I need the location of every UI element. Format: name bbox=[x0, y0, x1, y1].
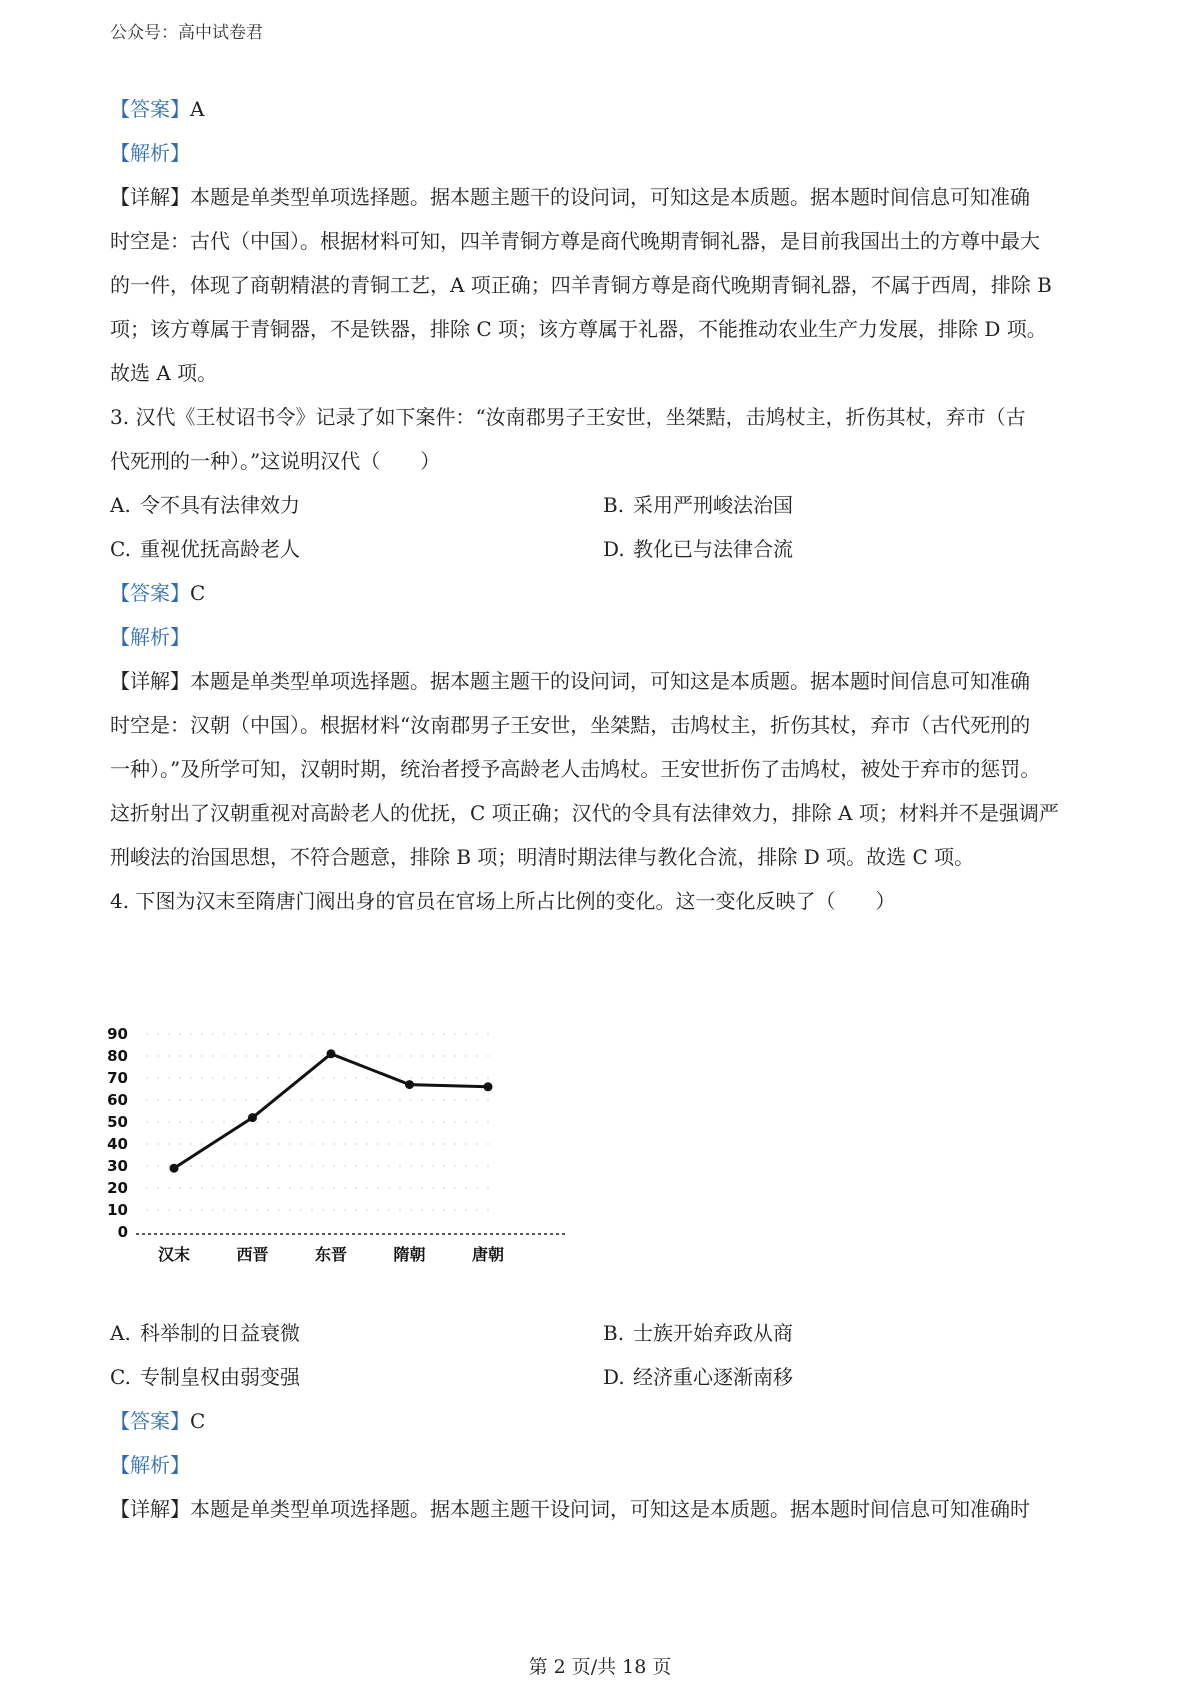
y-tick-label-40: 40 bbox=[107, 1135, 128, 1153]
q4-answer-tag: 【答案】 bbox=[110, 1409, 190, 1433]
y-tick-label-70: 70 bbox=[107, 1069, 128, 1087]
q3-detail-line-3: 这折射出了汉朝重视对高龄老人的优抚，C 项正确；汉代的令具有法律效力，排除 A 项；材料并不是强调严 bbox=[110, 801, 1059, 825]
q4-option-a-text: 科举制的日益衰微 bbox=[140, 1321, 300, 1345]
q2-detail-line-3: 项；该方尊属于青铜器，不是铁器，排除 C 项；该方尊属于礼器，不能推动农业生产力发展，排除 D 项。 bbox=[110, 317, 1047, 341]
series-line bbox=[174, 1054, 488, 1168]
y-tick-label-80: 80 bbox=[107, 1047, 128, 1065]
x-tick-label-1: 西晋 bbox=[236, 1245, 269, 1264]
x-tick-label-0: 汉末 bbox=[157, 1245, 191, 1264]
data-point-3 bbox=[405, 1080, 414, 1089]
q3-option-d[interactable] bbox=[603, 536, 793, 562]
q3-option-c-text: 重视优抚高龄老人 bbox=[140, 537, 300, 561]
q4-detail-tag: 【详解】 bbox=[110, 1497, 190, 1521]
q3-analysis-tag: 【解析】 bbox=[110, 625, 190, 649]
page-header: 公众号：高中试卷君 bbox=[110, 23, 263, 43]
data-point-0 bbox=[170, 1164, 179, 1173]
y-tick-label-20: 20 bbox=[107, 1179, 128, 1197]
q2-answer-value: A bbox=[190, 97, 205, 121]
q3-detail-text-0: 本题是单类型单项选择题。据本题主题干的设问词，可知这是本质题。据本题时间信息可知准确 bbox=[190, 669, 1030, 693]
q3-answer-value: C bbox=[190, 581, 206, 605]
q3-option-b[interactable] bbox=[603, 492, 793, 518]
q4-detail-text-0: 本题是单类型单项选择题。据本题主题干设问词，可知这是本质题。据本题时间信息可知准确时 bbox=[190, 1497, 1030, 1521]
q2-analysis-tag: 【解析】 bbox=[110, 141, 190, 165]
q3-option-d-letter: D. bbox=[603, 537, 625, 561]
q3-analysis bbox=[110, 624, 190, 650]
q2-detail-text-0: 本题是单类型单项选择题。据本题主题干的设问词，可知这是本质题。据本题时间信息可知准确 bbox=[190, 185, 1030, 209]
chart-decor bbox=[146, 1034, 495, 1210]
x-tick-label-4: 唐朝 bbox=[471, 1245, 505, 1264]
data-point-1 bbox=[248, 1113, 257, 1122]
y-tick-label-0: 0 bbox=[117, 1223, 128, 1241]
q4-option-b[interactable] bbox=[603, 1320, 793, 1346]
y-tick-label-60: 60 bbox=[107, 1091, 128, 1109]
q4-analysis bbox=[110, 1452, 190, 1478]
q3-answer bbox=[110, 580, 205, 606]
q4-analysis-tag: 【解析】 bbox=[110, 1453, 190, 1477]
q3-option-c[interactable] bbox=[110, 536, 300, 562]
q4-answer bbox=[110, 1408, 205, 1434]
q4-option-c-text: 专制皇权由弱变强 bbox=[140, 1365, 300, 1389]
q3-option-b-letter: B. bbox=[603, 493, 625, 517]
q2-detail-tag: 【详解】 bbox=[110, 185, 190, 209]
q4-option-d-text: 经济重心逐渐南移 bbox=[633, 1365, 793, 1389]
q3-detail-line-2: 一种）。”及所学可知，汉朝时期，统治者授予高龄老人击鸠杖。王安世折伤了击鸠杖，被处于弃市的惩罚。 bbox=[110, 757, 1041, 781]
x-tick-label-3: 隋朝 bbox=[393, 1245, 426, 1264]
q4-option-d-letter: D. bbox=[603, 1365, 625, 1389]
x-tick-label-2: 东晋 bbox=[314, 1245, 348, 1264]
q3-detail-tag: 【详解】 bbox=[110, 669, 190, 693]
q2-detail-line-2: 的一件，体现了商朝精湛的青铜工艺，A 项正确；四羊青铜方尊是商代晚期青铜礼器，不属于西周，排除 B bbox=[110, 273, 1052, 297]
y-tick-label-30: 30 bbox=[107, 1157, 128, 1175]
q4-answer-value: C bbox=[190, 1409, 206, 1433]
q4-option-a[interactable] bbox=[110, 1320, 300, 1346]
chart-series-line bbox=[174, 1054, 488, 1168]
y-tick-label-90: 90 bbox=[107, 1025, 128, 1043]
q4-option-b-text: 士族开始弃政从商 bbox=[633, 1321, 793, 1345]
data-point-4 bbox=[484, 1082, 493, 1091]
q3-option-a-letter: A. bbox=[110, 493, 131, 517]
y-tick-label-10: 10 bbox=[107, 1201, 128, 1219]
q2-answer bbox=[110, 96, 204, 122]
q4-option-b-letter: B. bbox=[603, 1321, 625, 1345]
q2-detail-line-0 bbox=[110, 184, 1030, 210]
q3-option-d-text: 教化已与法律合流 bbox=[633, 537, 793, 561]
q4-option-c[interactable] bbox=[110, 1364, 300, 1390]
chart-points bbox=[170, 1049, 493, 1172]
chart-y-ticks bbox=[107, 1025, 565, 1241]
q2-detail-line-1: 时空是：古代（中国）。根据材料可知，四羊青铜方尊是商代晚期青铜礼器，是目前我国出土的方尊中最大 bbox=[110, 229, 1040, 253]
q3-stem-line-0: 3. 汉代《王杖诏书令》记录了如下案件：“汝南郡男子王安世，坐桀黠，击鸠杖主，折伤其杖，弃市（古 bbox=[110, 405, 1026, 429]
q3-stem-line-1: 代死刑的一种）。”这说明汉代（ ） bbox=[110, 449, 441, 473]
chart-x-labels bbox=[158, 1245, 504, 1264]
q4-option-c-letter: C. bbox=[110, 1365, 131, 1389]
q4-option-d[interactable] bbox=[603, 1364, 793, 1390]
q2-analysis bbox=[110, 140, 190, 166]
q3-option-c-letter: C. bbox=[110, 537, 131, 561]
q3-answer-tag: 【答案】 bbox=[110, 581, 190, 605]
q3-option-a-text: 令不具有法律效力 bbox=[140, 493, 300, 517]
q3-option-b-text: 采用严刑峻法治国 bbox=[633, 493, 793, 517]
data-point-2 bbox=[327, 1049, 336, 1058]
q3-detail-line-1: 时空是：汉朝（中国）。根据材料“汝南郡男子王安世，坐桀黠，击鸠杖主，折伤其杖，弃市（古代死刑的 bbox=[110, 713, 1031, 737]
q4-detail-line-0 bbox=[110, 1496, 1030, 1522]
q2-answer-tag: 【答案】 bbox=[110, 97, 190, 121]
q3-detail-line-0 bbox=[110, 668, 1030, 694]
q4-line-chart bbox=[107, 1010, 590, 1290]
q4-option-a-letter: A. bbox=[110, 1321, 131, 1345]
q2-detail-line-4: 故选 A 项。 bbox=[110, 361, 218, 385]
q4-stem: 4. 下图为汉末至隋唐门阀出身的官员在官场上所占比例的变化。这一变化反映了（ ） bbox=[110, 889, 896, 913]
y-tick-label-50: 50 bbox=[107, 1113, 128, 1131]
page-footer: 第 2 页/共 18 页 bbox=[528, 1656, 672, 1678]
q3-detail-line-4: 刑峻法的治国思想，不符合题意，排除 B 项；明清时期法律与教化合流，排除 D 项。故选 C 项。 bbox=[110, 845, 975, 869]
q3-option-a[interactable] bbox=[110, 492, 300, 518]
